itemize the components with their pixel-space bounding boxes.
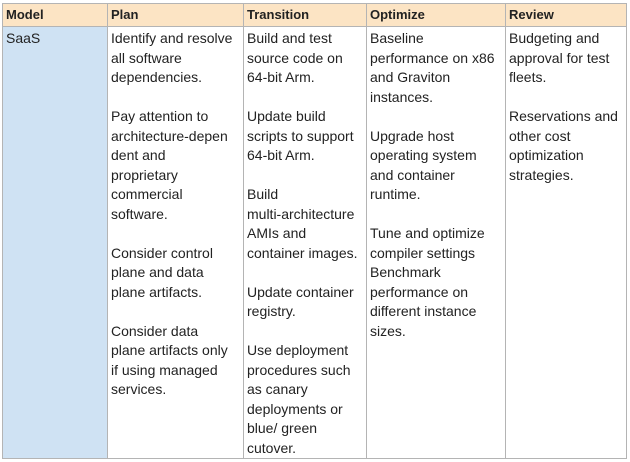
header-model: Model (3, 4, 108, 27)
plan-step: Consider data plane artifacts only if using managed services. (111, 322, 228, 397)
transition-step: Update container registry. (247, 283, 354, 319)
model-cell (3, 27, 108, 459)
transition-step: Update build scripts to support 64-bit Arm. (247, 108, 354, 163)
header-plan: Plan (108, 4, 244, 27)
plan-step: Identify and resolve all software dependencies. (111, 30, 233, 85)
plan-step: Consider control plane and data plane artifacts. (111, 244, 213, 300)
optimize-step: Baseline performance on x86 and Graviton instances. (370, 30, 495, 105)
review-step: Reservations and other cost optimization strategies. (509, 108, 618, 183)
migration-table (2, 3, 627, 459)
transition-step: Build and test source code on 64-bit Arm. (247, 30, 343, 85)
table-row (3, 27, 627, 459)
header-review: Review (506, 4, 627, 27)
header-transition: Transition (244, 4, 367, 27)
model-value: SaaS (6, 30, 41, 46)
transition-step: Use deployment procedures such as canary deployments or blue/ green cutover. (247, 342, 351, 456)
review-step: Budgeting and approval for test fleets. (509, 30, 610, 85)
transition-cell (244, 27, 367, 459)
plan-cell (108, 27, 244, 459)
header-row (3, 4, 627, 27)
transition-step: Build multi-architecture AMIs and container images. (247, 186, 358, 261)
optimize-cell (367, 27, 506, 459)
optimize-step: Upgrade host operating system and container runtime. (370, 127, 477, 202)
review-cell (506, 27, 627, 459)
header-optimize: Optimize (367, 4, 506, 27)
plan-step: Pay attention to architecture-depen dent and proprietary commercial software. (111, 108, 228, 222)
optimize-step: Tune and optimize compiler settings Benchmark performance on different instance sizes. (370, 225, 485, 339)
